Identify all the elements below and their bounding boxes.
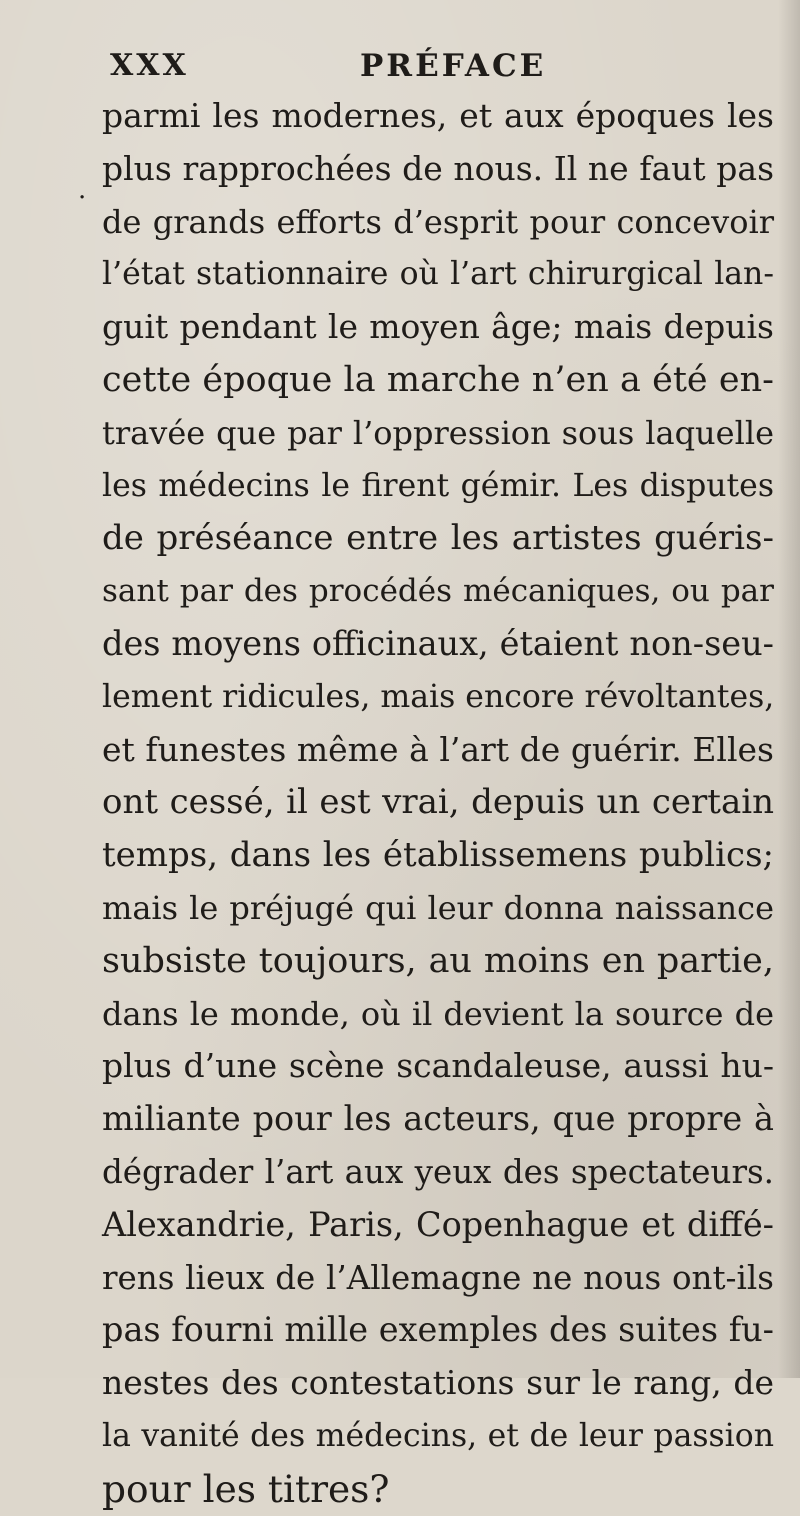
running-head: PRÉFACE xyxy=(360,48,547,84)
text-line: la vanité des médecins, et de leur passion xyxy=(102,1417,774,1454)
text-line: guit pendant le moyen âge; mais depuis xyxy=(102,307,774,347)
text-line-last: pour les titres? xyxy=(102,1466,390,1511)
text-line: Alexandrie, Paris, Copenhague et diffé- xyxy=(102,1204,774,1244)
text-line: de grands efforts d’esprit pour concevoir xyxy=(102,202,774,241)
text-line: nestes des contestations sur le rang, de xyxy=(102,1363,774,1403)
text-line: de préséance entre les artistes guéris- xyxy=(102,518,774,559)
text-line: et funestes même à l’art de guérir. Elles xyxy=(102,729,774,769)
body-text xyxy=(102,90,774,1516)
text-line: cette époque la marche n’en a été en- xyxy=(102,359,774,400)
text-line: dans le monde, où il devient la source de xyxy=(102,994,774,1033)
text-line: sant par des procédés mécaniques, ou par xyxy=(102,573,774,610)
text-line: l’état stationnaire où l’art chirurgical lan- xyxy=(102,256,774,293)
text-line: des moyens officinaux, étaient non-seu- xyxy=(102,623,774,663)
page-number: XXX xyxy=(110,48,189,83)
text-line: subsiste toujours, au moins en partie, xyxy=(102,940,774,981)
text-line: mais le préjugé qui leur donna naissance xyxy=(102,888,774,927)
text-line: plus rapprochées de nous. Il ne faut pas xyxy=(102,148,774,188)
text-line: rens lieux de l’Allemagne ne nous ont-ils xyxy=(102,1258,774,1297)
text-line: travée que par l’oppression sous laquelle xyxy=(102,413,774,452)
text-line: ont cessé, il est vrai, depuis un certain xyxy=(102,782,774,823)
page-edge-shadow xyxy=(778,0,800,1378)
text-line: dégrader l’art aux yeux des spectateurs. xyxy=(102,1152,774,1191)
text-line: les médecins le firent gémir. Les disputes xyxy=(102,467,774,504)
page-header xyxy=(110,48,710,92)
text-line: lement ridicules, mais encore révoltantes, xyxy=(102,678,775,715)
text-line: plus d’une scène scandaleuse, aussi hu- xyxy=(102,1046,774,1086)
margin-dot: · xyxy=(78,183,87,213)
text-line: temps, dans les établissemens publics; xyxy=(102,835,774,876)
text-line: pas fourni mille exemples des suites fu- xyxy=(102,1310,774,1350)
text-line: miliante pour les acteurs, que propre à xyxy=(102,1099,774,1139)
text-line: parmi les modernes, et aux époques les xyxy=(102,96,774,135)
